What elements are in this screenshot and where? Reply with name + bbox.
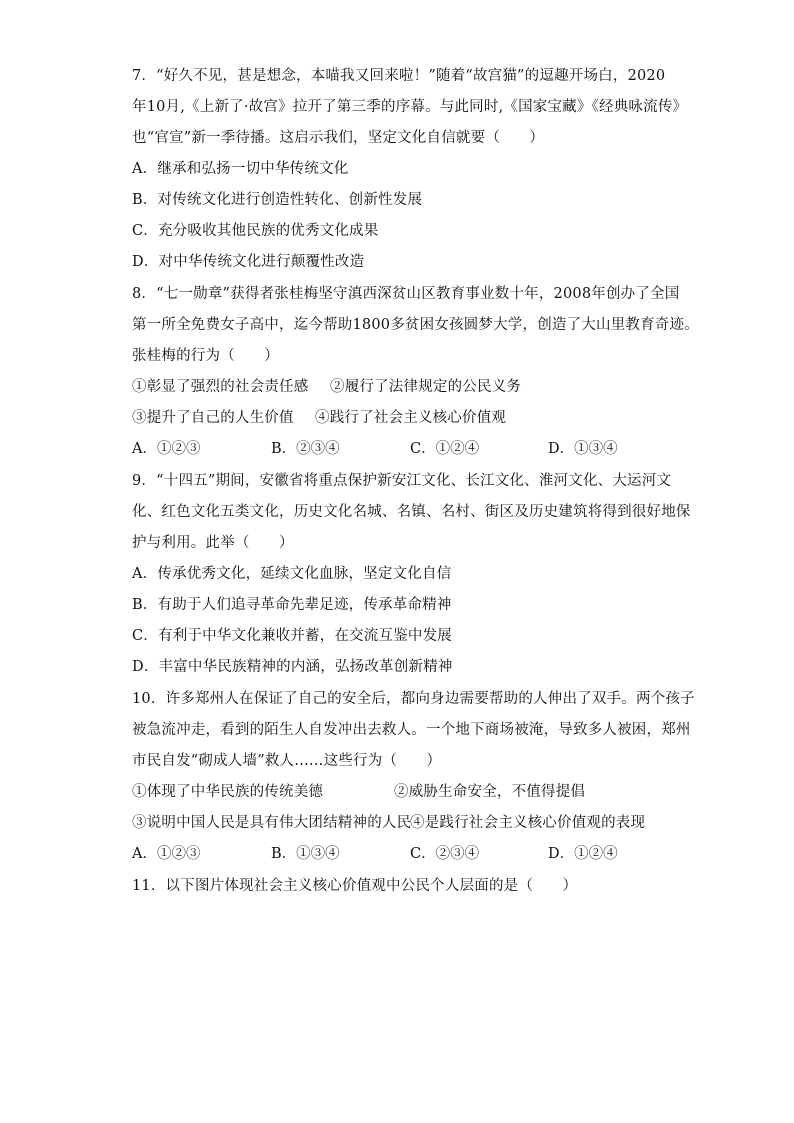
q7-stem-line-3: 也“官宣”新一季待播。这启示我们，坚定文化自信就要（ ） — [132, 130, 545, 146]
q8-choices — [132, 439, 672, 459]
q10-statements-row-2 — [132, 813, 652, 833]
q8-choice-d: D．①③④ — [548, 441, 618, 457]
q10-statement-1: ①体现了中华民族的传统美德 — [132, 784, 324, 800]
q10-statements-row-1 — [132, 782, 612, 802]
q9-stem-line-1: 9．“十四五”期间，安徽省将重点保护新安江文化、长江文化、淮河文化、大运河文 — [132, 473, 672, 489]
q8-stem-line-1: 8．“七一勋章”获得者张桂梅坚守滇西深贫山区教育事业数十年，2008年创办了全国 — [132, 286, 680, 302]
q8-choice-a: A．①②③ — [132, 441, 201, 457]
q7-option-b: B．对传统文化进行创造性转化、创新性发展 — [132, 192, 423, 208]
q7-option-a: A．继承和弘扬一切中华传统文化 — [132, 161, 349, 177]
q10-statement-2: ②威胁生命安全，不值得提倡 — [394, 784, 586, 800]
q8-choice-c: C．①②④ — [410, 441, 480, 457]
q7-option-c: C．充分吸收其他民族的优秀文化成果 — [132, 223, 379, 239]
q10-stem-line-3: 市民自发“砌成人墙”救人……这些行为（ ） — [132, 753, 442, 769]
q8-statements-row-1 — [132, 377, 552, 397]
q8-statement-4: ④践行了社会主义核心价值观 — [315, 410, 507, 426]
q10-stem-line-1: 10．许多郑州人在保证了自己的安全后，都向身边需要帮助的人伸出了双手。两个孩子 — [132, 691, 695, 707]
q7-stem-line-1: 7．“好久不见，甚是想念，本喵我又回来啦！”随着“故宫猫”的逗趣开场白，2020 — [132, 68, 666, 84]
q9-option-d: D．丰富中华民族精神的内涵，弘扬改革创新精神 — [132, 659, 453, 675]
q10-statement-3: ③说明中国人民是具有伟大团结精神的人民 — [132, 815, 412, 831]
q8-statement-3: ③提升了自己的人生价值 — [132, 410, 294, 426]
q8-statements-row-2 — [132, 408, 552, 428]
q10-statement-4: ④是践行社会主义核心价值观的表现 — [410, 815, 646, 831]
q10-stem-line-2: 被急流冲走，看到的陌生人自发冲出去救人。一个地下商场被淹，导致多人被困，郑州 — [132, 722, 691, 738]
q8-statement-1: ①彰显了强烈的社会责任感 — [132, 379, 309, 395]
q10-choice-a: A．①②③ — [132, 846, 201, 862]
q7-option-d: D．对中华传统文化进行颠覆性改造 — [132, 254, 365, 270]
q9-option-b: B．有助于人们追寻革命先辈足迹，传承革命精神 — [132, 597, 452, 613]
q10-choices — [132, 844, 672, 864]
q11-stem-line-1: 11．以下图片体现社会主义核心价值观中公民个人层面的是（ ） — [132, 878, 578, 894]
q8-statement-2: ②履行了法律规定的公民义务 — [330, 379, 522, 395]
q10-choice-d: D．①②④ — [548, 846, 618, 862]
q9-option-a: A．传承优秀文化，延续文化血脉，坚定文化自信 — [132, 566, 452, 582]
q9-stem-line-3: 护与利用。此举（ ） — [132, 535, 294, 551]
q10-choice-c: C．②③④ — [410, 846, 480, 862]
q7-stem-line-2: 年10月,《上新了·故宫》拉开了第三季的序幕。与此同时,《国家宝藏》《经典咏流传》 — [132, 99, 688, 115]
q8-choice-b: B．②③④ — [271, 441, 340, 457]
q8-stem-line-2: 第一所全免费女子高中，迄今帮助1800多贫困女孩圆梦大学，创造了大山里教育奇迹。 — [132, 317, 699, 333]
q8-stem-line-3: 张桂梅的行为（ ） — [132, 348, 279, 364]
q9-option-c: C．有利于中华文化兼收并蓄，在交流互鉴中发展 — [132, 628, 452, 644]
q10-choice-b: B．①③④ — [271, 846, 340, 862]
q9-stem-line-2: 化、红色文化五类文化，历史文化名城、名镇、名村、街区及历史建筑将得到很好地保 — [132, 504, 691, 520]
